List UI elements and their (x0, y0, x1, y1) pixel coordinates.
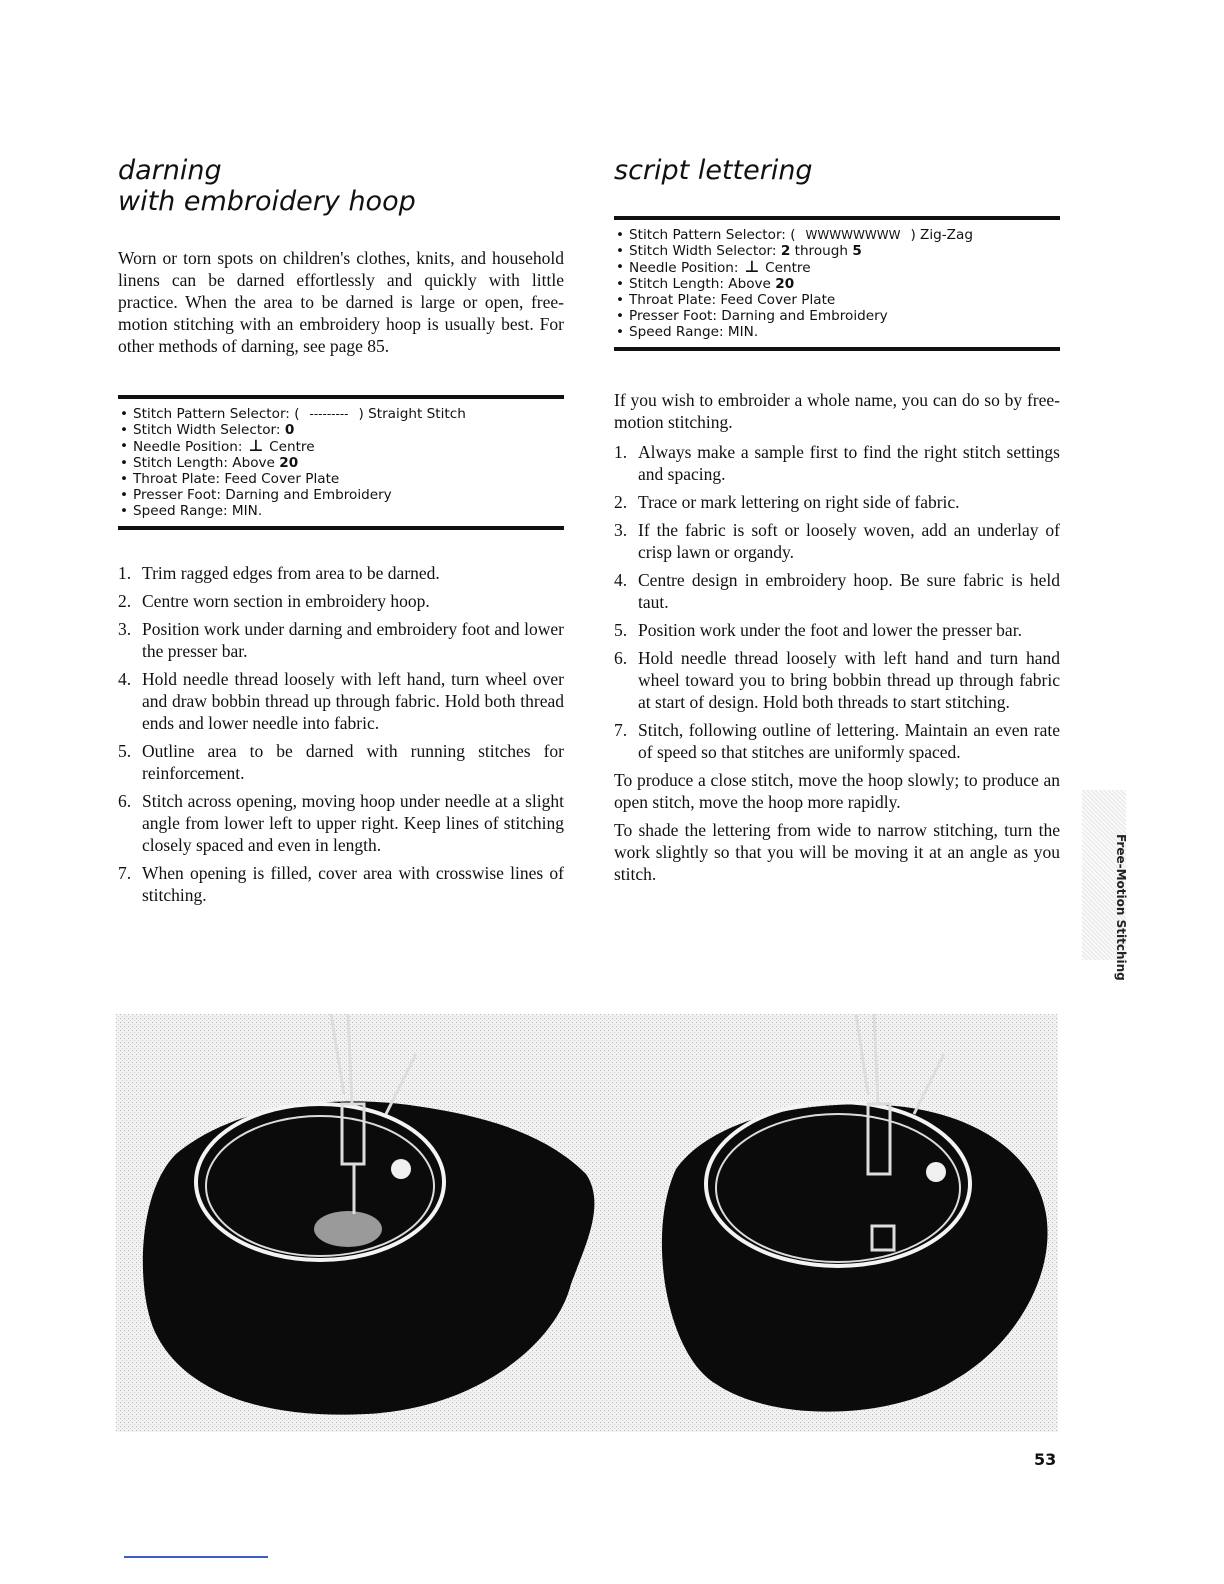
darning-intro: Worn or torn spots on children's clothes, knits, and household linens can be darned effortlessly and quickly with little practice. When the area to be darned is large or open, free-motion stitching with an embroidery hoop is usually best. For other methods of darning, see page 85. (118, 248, 564, 356)
zigzag-stitch-icon: WWWWWWWW (805, 228, 901, 242)
list-item: 1. Trim ragged edges from area to be darned. (118, 563, 440, 583)
list-item: 5. Outline area to be darned with running stitches for reinforcement. (118, 741, 564, 783)
setting-needle: • Needle Position: ⊥ Centre (614, 259, 1060, 276)
list-item: 4. Hold needle thread loosely with left hand, turn wheel over and draw bobbin thread up through fabric. Hold both thread ends and lower needle into fabric. (118, 669, 564, 733)
darning-steps (118, 562, 564, 906)
footer-rule (124, 1556, 268, 1558)
setting-speed: • Speed Range: MIN. (118, 503, 564, 519)
lettering-steps (614, 441, 1060, 763)
setting-speed: • Speed Range: MIN. (614, 324, 1060, 340)
list-item: 6. Hold needle thread loosely with left hand and turn hand wheel toward you to bring bobbin thread up through fabric at start of design. Hold both threads to start stitching. (614, 648, 1060, 712)
darned-area (314, 1211, 382, 1247)
setting-foot: • Presser Foot: Darning and Embroidery (118, 487, 564, 503)
lettering-settings-box (614, 216, 1060, 351)
darning-column (118, 155, 564, 912)
setting-width: • Stitch Width Selector: 2 through 5 (614, 243, 1060, 259)
lettering-note-shading: To shade the lettering from wide to narrow stitching, turn the work slightly so that you will be moving it at an angle as you stitch. (614, 820, 1060, 884)
list-item: 2. Centre worn section in embroidery hoop. (118, 591, 430, 611)
setting-pattern: • Stitch Pattern Selector: ( WWWWWWWW ) Zig-Zag (614, 227, 1060, 243)
setting-width: • Stitch Width Selector: 0 (118, 422, 564, 438)
list-item: 1. Always make a sample first to find the right stitch settings and spacing. (614, 442, 1060, 484)
list-item: 2. Trace or mark lettering on right side of fabric. (614, 492, 960, 512)
darning-title (118, 155, 564, 217)
darning-title-line1: darning (118, 155, 222, 186)
setting-plate: • Throat Plate: Feed Cover Plate (614, 292, 1060, 308)
lettering-intro: If you wish to embroider a whole name, you can do so by free-motion stitching. (614, 390, 1060, 432)
setting-length: • Stitch Length: Above 20 (614, 276, 1060, 292)
list-item: 4. Centre design in embroidery hoop. Be sure fabric is held taut. (614, 570, 1060, 612)
list-item: 7. When opening is filled, cover area with crosswise lines of stitching. (118, 863, 564, 905)
setting-plate: • Throat Plate: Feed Cover Plate (118, 471, 564, 487)
straight-stitch-icon: --------- (309, 407, 349, 421)
list-item: 3. If the fabric is soft or loosely woven, add an underlay of crisp lawn or organdy. (614, 520, 1060, 562)
script-lettering-column (614, 155, 1060, 891)
needle-position-icon: ⊥ (744, 257, 760, 276)
setting-foot: • Presser Foot: Darning and Embroidery (614, 308, 1060, 324)
hoop-photos-illustration (116, 1014, 1058, 1432)
list-item: 6. Stitch across opening, moving hoop under needle at a slight angle from lower left to upper right. Keep lines of stitching closely spaced and even in length. (118, 791, 564, 855)
script-lettering-title: script lettering (614, 155, 813, 186)
setting-needle: • Needle Position: ⊥ Centre (118, 438, 564, 455)
presser-knob-icon (926, 1162, 946, 1182)
darning-settings-box (118, 395, 564, 530)
darning-title-line2: with embroidery hoop (118, 186, 416, 217)
page-number: 53 (1034, 1450, 1057, 1469)
setting-length: • Stitch Length: Above 20 (118, 455, 564, 471)
setting-pattern: • Stitch Pattern Selector: ( --------- ) Straight Stitch (118, 406, 564, 422)
section-tab-label: Free-Motion Stitching (1114, 834, 1128, 981)
list-item: 5. Position work under the foot and lower the presser bar. (614, 620, 1022, 640)
list-item: 3. Position work under darning and embroidery foot and lower the presser bar. (118, 619, 564, 661)
needle-position-icon: ⊥ (248, 436, 264, 455)
lettering-note-speed: To produce a close stitch, move the hoop slowly; to produce an open stitch, move the hoop more rapidly. (614, 770, 1060, 812)
presser-knob-icon (391, 1159, 411, 1179)
list-item: 7. Stitch, following outline of lettering. Maintain an even rate of speed so that stitches are uniformly spaced. (614, 720, 1060, 762)
